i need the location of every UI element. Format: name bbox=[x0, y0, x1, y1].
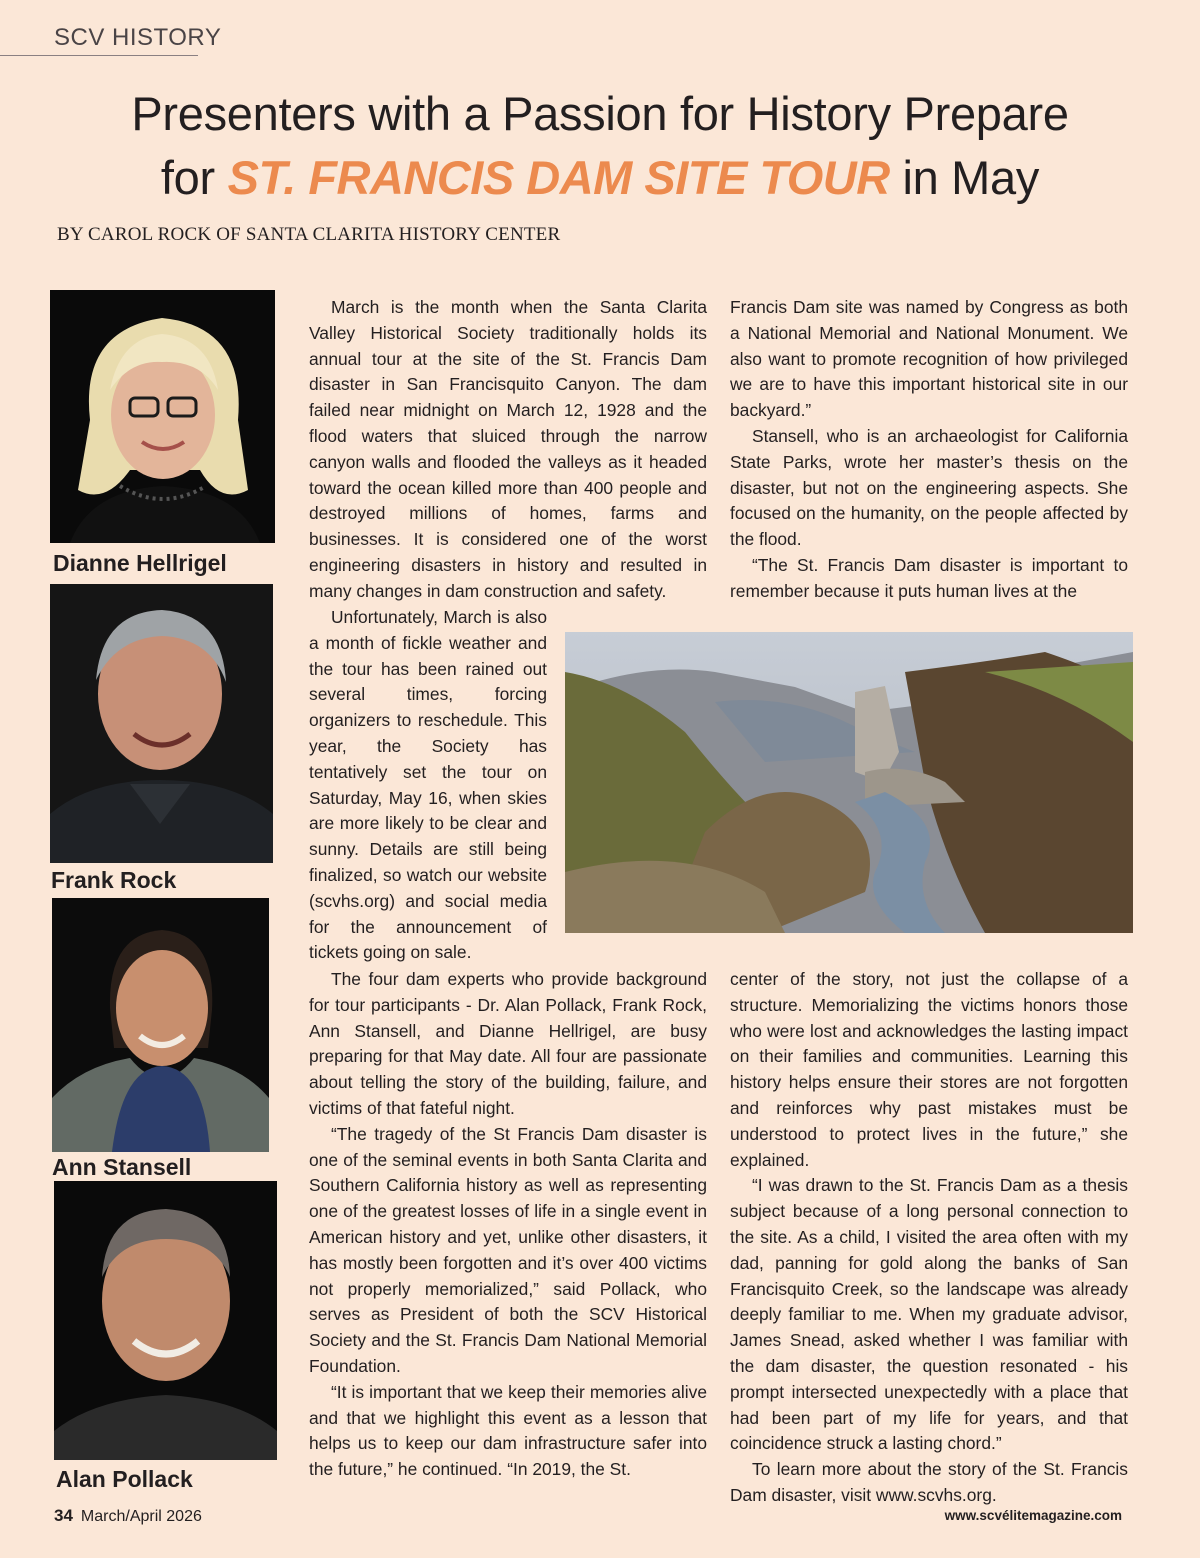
paragraph: Francis Dam site was named by Congress as both a National Memorial and National Monument. We also want to promote recognition of how privileged we are to have this important historical site in our backyard.” bbox=[730, 297, 1128, 421]
paragraph: “It is important that we keep their memories alive and that we highlight this event as a lesson that helps us to keep our dam infrastructure safer into the future,” he continued. “In 2019, the St. bbox=[309, 1381, 707, 1480]
page-number: 34 bbox=[54, 1506, 73, 1525]
headline-accent: ST. FRANCIS DAM SITE TOUR bbox=[227, 151, 890, 204]
section-label: SCV HISTORY bbox=[54, 24, 222, 51]
section-divider bbox=[0, 55, 198, 56]
dam-ruins-photo bbox=[565, 632, 1133, 933]
article-column-2-top bbox=[730, 295, 1128, 605]
article-column-1-wrap bbox=[309, 605, 547, 966]
caption-frank-rock: Frank Rock bbox=[51, 867, 177, 893]
paragraph: center of the story, not just the collapse of a structure. Memorializing the victims honors those who were lost and acknowledges the lasting impact on their families and communities. Learning this history helps ensure their stores are not forgotten and reinforces why past mistakes must be understood to protect lives in the future,” she explained. bbox=[730, 969, 1128, 1170]
portrait-dianne-hellrigel bbox=[50, 290, 275, 543]
portrait-frank-rock bbox=[50, 584, 273, 863]
caption-dianne-hellrigel: Dianne Hellrigel bbox=[53, 550, 227, 576]
portrait-ann-stansell bbox=[52, 898, 269, 1152]
article-column-2-bottom bbox=[730, 967, 1128, 1509]
byline: BY CAROL ROCK OF SANTA CLARITA HISTORY CENTER bbox=[57, 224, 561, 245]
issue-date: March/April 2026 bbox=[80, 1508, 202, 1525]
paragraph: To learn more about the story of the St. Francis Dam disaster, visit www.scvhs.org. bbox=[730, 1459, 1128, 1505]
paragraph: “The tragedy of the St Francis Dam disaster is one of the seminal events in both Santa Clarita and Southern California history as well as representing one of the greatest losses of life in a single event in American history and yet, unlike other disasters, it has mostly been forgotten and it’s over 400 victims not properly memorialized,” said Pollack, who serves as President of both the SCV Historical Society and the St. Francis Dam National Memorial Foundation. bbox=[309, 1123, 707, 1376]
article-column-1-bottom bbox=[309, 967, 707, 1483]
paragraph: “The St. Francis Dam disaster is important to remember because it puts human lives at the bbox=[730, 554, 1128, 601]
paragraph: Stansell, who is an archaeologist for California State Parks, wrote her master’s thesis on the disaster, but not on the engineering aspects. She focused on the humanity, on the people affected by the flood. bbox=[730, 425, 1128, 550]
footer-website: www.scvélitemagazine.com bbox=[944, 1508, 1122, 1523]
paragraph: “I was drawn to the St. Francis Dam as a thesis subject because of a long personal connection to the site. As a child, I visited the area often with my dad, panning for gold along the banks of San Francisquito Creek, so the landscape was already deeply familiar to me. When my graduate advisor, James Snead, asked whether I was familiar with the dam disaster, the question resonated - his prompt intersected unexpectedly with a place that had been part of my life for years, and that coincidence struck a lasting chord.” bbox=[730, 1175, 1128, 1454]
caption-ann-stansell: Ann Stansell bbox=[52, 1154, 192, 1180]
paragraph: March is the month when the Santa Clarita Valley Historical Society traditionally holds its annual tour at the site of the St. Francis Dam disaster in San Francisquito Canyon. The dam failed near midnight on March 12, 1928 and the flood waters that sluiced through the narrow canyon walls and flooded the valleys as it headed toward the ocean killed more than 400 people and destroyed millions of homes, farms and businesses. It is considered one of the worst engineering disasters in history and resulted in many changes in dam construction and safety. bbox=[309, 297, 707, 601]
portrait-alan-pollack bbox=[54, 1181, 277, 1460]
headline-line-2-suffix: in May bbox=[889, 151, 1040, 204]
paragraph: The four dam experts who provide background for tour participants - Dr. Alan Pollack, Frank Rock, Ann Stansell, and Dianne Hellrigel, are busy preparing for that May date. All four are passionate about telling the story of the building, failure, and victims of that fateful night. bbox=[309, 969, 707, 1118]
page-footer bbox=[54, 1506, 202, 1526]
article-column-1-top bbox=[309, 295, 707, 605]
headline bbox=[0, 82, 1200, 210]
headline-line-1: Presenters with a Passion for History Prepare bbox=[131, 87, 1069, 140]
paragraph: Unfortunately, March is also a month of fickle weather and the tour has been rained out several times, forcing organizers to reschedule. This year, the Society has tentatively set the tour on Saturday, May 16, when skies are more likely to be clear and sunny. Details are still being finalized, so watch our website (scvhs.org) and social media for the announcement of tickets going on sale. bbox=[309, 607, 547, 963]
caption-alan-pollack: Alan Pollack bbox=[56, 1466, 193, 1492]
headline-line-2-prefix: for bbox=[160, 151, 228, 204]
